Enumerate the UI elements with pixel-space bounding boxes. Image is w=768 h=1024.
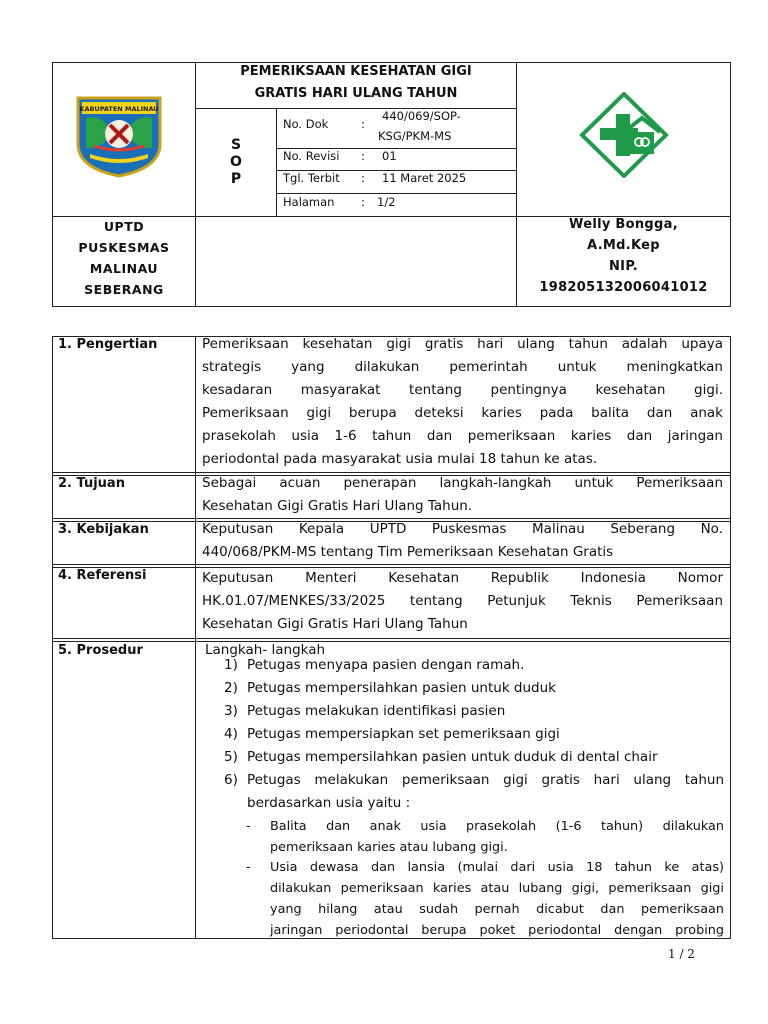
page-number: 1 / 2 [668, 947, 695, 961]
text-line: Kesehatan Gigi Gratis Hari Ulang Tahun [202, 616, 468, 632]
sub-line: dilakukan pemeriksaan karies atau lubang gigi, pemeriksaan gigi [270, 881, 724, 896]
table-clip [196, 939, 730, 969]
signer-block [517, 214, 730, 298]
text-line: HK.01.07/MENKES/33/2025 tentang Petunjuk Teknis Pemeriksaan [202, 593, 723, 609]
unit-line: MALINAU [89, 261, 159, 276]
text-line: Kesehatan Gigi Gratis Hari Ulang Tahun. [202, 498, 473, 514]
step-text [247, 769, 724, 815]
sop-label [196, 137, 276, 188]
bullet: - [246, 860, 251, 875]
step-text-line: berdasarkan usia yaitu : [247, 795, 411, 811]
text-line: prasekolah usia 1-6 tahun dan pemeriksaan karies dan jaringan [202, 428, 723, 444]
step-text: Petugas mempersilahkan pasien untuk duduk di dental chair [247, 749, 658, 765]
signer-name: Welly Bongga, [569, 217, 678, 232]
document-title-line2: GRATIS HARI ULANG TAHUN [254, 86, 458, 101]
step-number: 1) [224, 657, 238, 673]
text-line: strategis yang dilakukan pemerintah untuk meningkatkan [202, 359, 723, 375]
meta-colon: : [361, 117, 365, 131]
step-number: 4) [224, 726, 238, 742]
sub-item-text [270, 816, 724, 858]
sub-line: Balita dan anak usia prasekolah (1-6 tahun) dilakukan [270, 819, 724, 834]
prosedur-steps [224, 654, 724, 815]
text-line: Pemeriksaan gigi berupa deteksi karies pada balita dan anak [202, 405, 723, 421]
unit-line: PUSKESMAS [78, 240, 170, 255]
text-line: 440/068/PKM-MS tentang Tim Pemeriksaan Kesehatan Gratis [202, 544, 614, 560]
section-label-kebijakan: 3. Kebijakan [58, 522, 149, 537]
sub-line: pemeriksaan karies atau lubang gigi. [270, 840, 508, 855]
step-item [224, 746, 724, 769]
sub-line: jaringan periodontal berupa poket periodontal dengan probing [270, 923, 724, 938]
text-line: Sebagai acuan penerapan langkah-langkah untuk Pemeriksaan [202, 475, 723, 491]
step-text-line: Petugas melakukan pemeriksaan gigi gratis hari ulang tahun [247, 772, 724, 788]
prosedur-intro: Langkah- langkah [205, 642, 326, 658]
meta-label: No. Revisi [283, 149, 340, 163]
meta-value [378, 109, 508, 143]
text-line: periodontal pada masyarakat usia mulai 18 tahun ke atas. [202, 451, 598, 467]
text-line: Keputusan Menteri Kesehatan Republik Indonesia Nomor [202, 570, 723, 586]
meta-label: Tgl. Terbit [283, 171, 340, 185]
sub-item-text [270, 857, 724, 941]
section-body-pengertian [202, 333, 723, 471]
section-label-tujuan: 2. Tujuan [58, 476, 125, 491]
document-title [196, 61, 516, 105]
meta-value: 01 [382, 149, 397, 163]
step-item [224, 723, 724, 746]
sop-letter: P [230, 171, 242, 187]
puskesmas-logo [578, 92, 670, 178]
regency-logo [72, 92, 166, 178]
step-item [224, 700, 724, 723]
sub-item [246, 816, 724, 858]
unit-line: UPTD [103, 219, 145, 234]
sub-item [246, 857, 724, 941]
section-label-pengertian: 1. Pengertian [58, 337, 158, 352]
unit-name [53, 216, 195, 300]
signer-title: A.Md.Kep [587, 238, 660, 253]
step-number: 3) [224, 703, 238, 719]
bullet: - [246, 819, 251, 834]
step-item [224, 654, 724, 677]
meta-value: 1/2 [377, 195, 396, 209]
meta-colon: : [361, 149, 365, 163]
step-text: Petugas mempersilahkan pasien untuk duduk [247, 680, 556, 696]
step-number: 5) [224, 749, 238, 765]
regency-logo-label: KABUPATEN MALINAU [79, 105, 159, 113]
sop-letter: O [230, 154, 242, 170]
meta-colon: : [361, 171, 365, 185]
text-line: Pemeriksaan kesehatan gigi gratis hari ulang tahun adalah upaya [202, 336, 723, 352]
section-body-tujuan [202, 472, 723, 518]
step-text: Petugas mempersiapkan set pemeriksaan gigi [247, 726, 560, 742]
unit-line: SEBERANG [84, 282, 164, 297]
meta-value-line: KSG/PKM-MS [378, 129, 452, 143]
meta-value-line: 440/069/SOP- [382, 109, 461, 123]
step-text: Petugas menyapa pasien dengan ramah. [247, 657, 525, 673]
sub-line: Usia dewasa dan lansia (mulai dari usia 18 tahun ke atas) [270, 860, 724, 875]
step-item [224, 769, 724, 815]
step-number: 6) [224, 772, 238, 788]
sop-letter: S [230, 137, 242, 153]
section-body-referensi [202, 567, 723, 636]
text-line: kesadaran masyarakat tentang pentingnya kesehatan gigi. [202, 382, 723, 398]
meta-value: 11 Maret 2025 [382, 171, 467, 185]
document-title-line1: PEMERIKSAAN KESEHATAN GIGI [240, 64, 472, 79]
meta-colon: : [361, 195, 365, 209]
section-body-kebijakan [202, 518, 723, 564]
sub-line: yang hilang atau sudah pernah dicabut dan pemeriksaan [270, 902, 724, 917]
signer-nip: 198205132006041012 [539, 280, 708, 295]
text-line: Keputusan Kepala UPTD Puskesmas Malinau Seberang No. [202, 521, 723, 537]
meta-label: No. Dok [283, 117, 329, 131]
step-number: 2) [224, 680, 238, 696]
section-label-prosedur: 5. Prosedur [58, 643, 143, 658]
step-item [224, 677, 724, 700]
step-text: Petugas melakukan identifikasi pasien [247, 703, 506, 719]
signer-nip-label: NIP. [609, 259, 638, 274]
meta-label: Halaman [283, 195, 335, 209]
section-label-referensi: 4. Referensi [58, 568, 147, 583]
